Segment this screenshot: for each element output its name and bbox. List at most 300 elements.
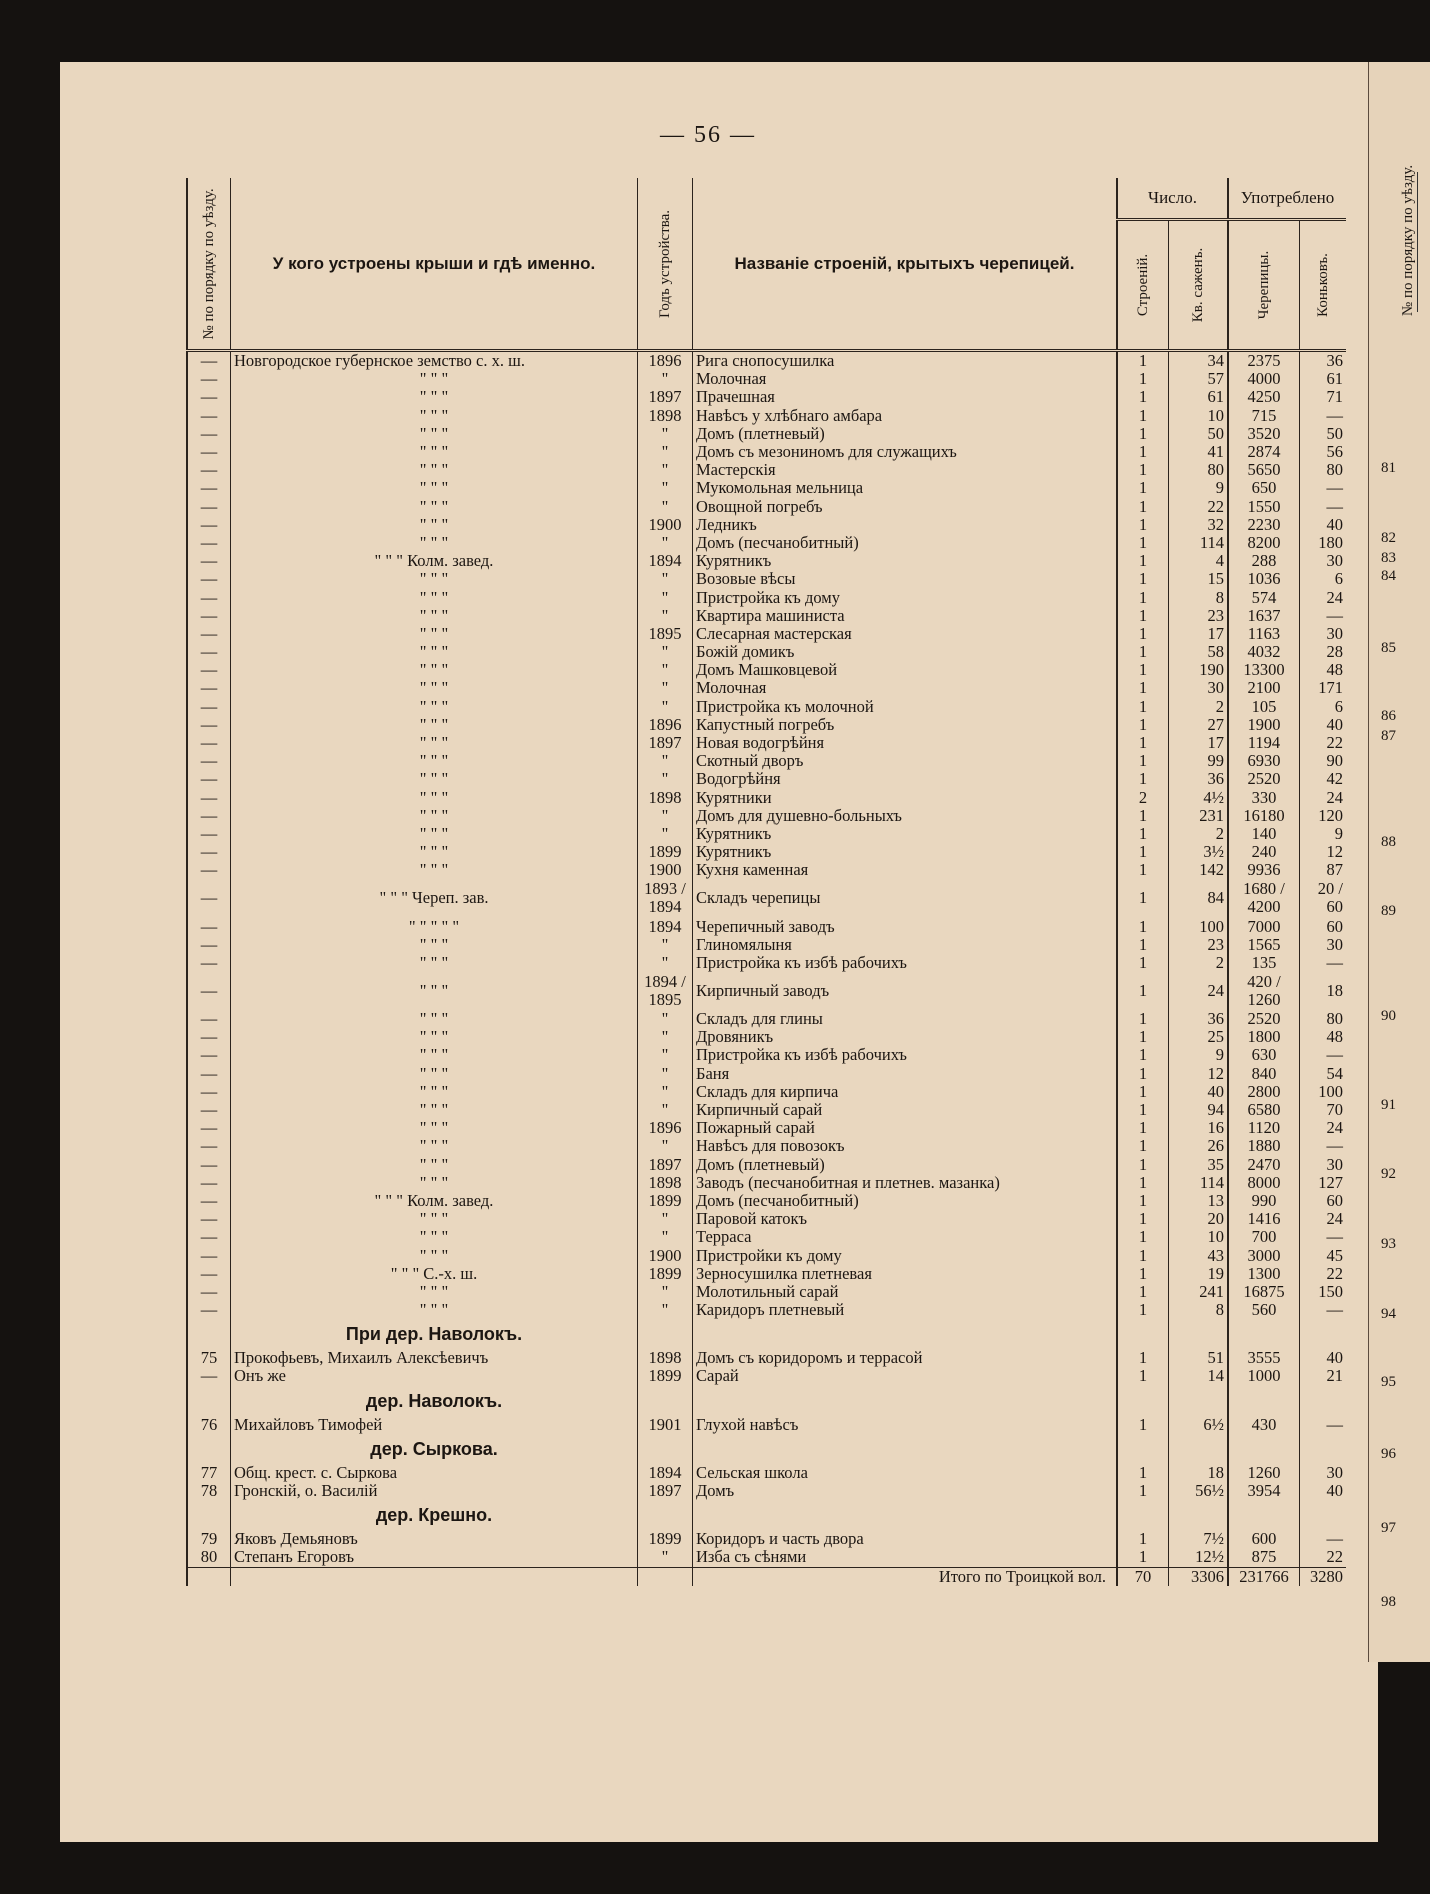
adjacent-page-number: 83	[1381, 550, 1396, 566]
table-row	[187, 1119, 1346, 1137]
ridges-cell: —	[1326, 606, 1343, 625]
ridges-cell: —	[1326, 1301, 1343, 1320]
num-cell: —	[187, 570, 231, 588]
building-cell: Коридоръ и часть двора	[693, 1530, 1118, 1548]
table-row	[187, 625, 1346, 643]
area-cell: 41	[1169, 443, 1229, 461]
owner-cell: " " "	[231, 570, 638, 588]
owner-cell: " " "	[231, 1174, 638, 1192]
year-cell: "	[638, 643, 693, 661]
adjacent-page-number: 81	[1381, 460, 1396, 476]
ridges-cell: 30	[1326, 1463, 1343, 1482]
building-cell: Складъ черепицы	[693, 879, 1118, 917]
year-cell: "	[638, 1065, 693, 1083]
count-cell: 1	[1117, 643, 1169, 661]
owner-cell: " " "	[231, 661, 638, 679]
num-cell: —	[187, 1192, 231, 1210]
owner-cell: " " "	[231, 370, 638, 388]
count-cell: 1	[1117, 1464, 1169, 1482]
count-cell: 1	[1117, 1046, 1169, 1064]
num-cell	[187, 1434, 231, 1464]
year-cell: 1897	[638, 1156, 693, 1174]
num-cell: —	[187, 351, 231, 371]
area-cell	[1169, 1386, 1229, 1416]
tiles-cell: 8000	[1228, 1174, 1300, 1192]
num-cell: —	[187, 679, 231, 697]
ridges-cell	[1300, 1386, 1347, 1416]
owner-cell: " " "	[231, 734, 638, 752]
table-row	[187, 516, 1346, 534]
building-cell: Новая водогрѣйня	[693, 734, 1118, 752]
count-cell	[1117, 1319, 1169, 1349]
tiles-cell: 1800	[1228, 1028, 1300, 1046]
ridges-cell: 150	[1318, 1282, 1343, 1301]
area-cell: 18	[1169, 1464, 1229, 1482]
ridges-cell: 56	[1326, 442, 1343, 462]
area-cell: 13	[1169, 1192, 1229, 1210]
building-cell	[693, 1434, 1118, 1464]
count-cell: 1	[1117, 425, 1169, 443]
header-tiles: Черепицы.	[1228, 220, 1300, 351]
building-cell	[693, 1500, 1118, 1530]
num-cell: —	[187, 1210, 231, 1228]
ridges-cell: 28	[1326, 643, 1343, 662]
count-cell: 1	[1117, 388, 1169, 406]
num-cell: —	[187, 479, 231, 497]
building-cell: Терраса	[693, 1228, 1118, 1246]
count-cell	[1117, 1500, 1169, 1530]
building-cell: Мастерскія	[693, 461, 1118, 479]
num-cell: —	[187, 607, 231, 625]
area-cell: 24	[1169, 972, 1229, 1010]
table-row	[187, 752, 1346, 770]
ridges-cell: 120	[1318, 806, 1343, 825]
num-cell: —	[187, 807, 231, 825]
table-row	[187, 1283, 1346, 1301]
tiles-cell: 600	[1228, 1530, 1300, 1548]
count-cell: 1	[1117, 443, 1169, 461]
area-cell: 94	[1169, 1101, 1229, 1119]
table-row	[187, 843, 1346, 861]
table-row	[187, 425, 1346, 443]
adjacent-page-number: 98	[1381, 1594, 1396, 1610]
year-cell: 1899	[638, 1265, 693, 1283]
tiles-cell: 3555	[1228, 1349, 1300, 1367]
owner-cell: " " "	[231, 1137, 638, 1155]
year-cell: "	[638, 479, 693, 497]
adjacent-page-number: 94	[1381, 1306, 1396, 1322]
count-cell: 1	[1117, 861, 1169, 879]
building-cell: Глиномялыня	[693, 936, 1118, 954]
ridges-cell	[1300, 1319, 1347, 1349]
building-cell: Кухня каменная	[693, 861, 1118, 879]
num-cell: —	[187, 661, 231, 679]
area-cell: 12½	[1169, 1548, 1229, 1567]
building-cell: Рига снопосушилка	[693, 351, 1118, 371]
table-row	[187, 443, 1346, 461]
building-cell: Навѣсъ у хлѣбнаго амбара	[693, 407, 1118, 425]
area-cell: 30	[1169, 679, 1229, 697]
area-cell: 43	[1169, 1246, 1229, 1264]
section-heading-row	[187, 1500, 1346, 1530]
adjacent-page-number: 85	[1381, 640, 1396, 656]
page-number: — 56 —	[660, 122, 756, 148]
building-cell: Домъ (плетневый)	[693, 1156, 1118, 1174]
header-area: Кв. саженъ.	[1169, 220, 1229, 351]
tiles-cell: 2375	[1228, 351, 1300, 371]
ridges-cell: 100	[1318, 1082, 1343, 1101]
area-cell: 20	[1169, 1210, 1229, 1228]
table-row	[187, 1416, 1346, 1434]
table-row	[187, 789, 1346, 807]
owner-cell: Прокофьевъ, Михаилъ Алексѣевичъ	[231, 1349, 638, 1367]
tiles-cell: 3000	[1228, 1246, 1300, 1264]
ridges-cell: 127	[1318, 1173, 1343, 1192]
count-cell: 1	[1117, 461, 1169, 479]
area-cell: 25	[1169, 1028, 1229, 1046]
table-row	[187, 1156, 1346, 1174]
year-cell: "	[638, 1210, 693, 1228]
year-cell: "	[638, 1301, 693, 1319]
year-cell: "	[638, 1283, 693, 1301]
area-cell: 61	[1169, 388, 1229, 406]
tiles-cell	[1228, 1319, 1300, 1349]
ridges-cell: 24	[1326, 788, 1343, 807]
total-count: 70	[1117, 1567, 1169, 1586]
year-cell: "	[638, 770, 693, 788]
tiles-cell: 1260	[1228, 1464, 1300, 1482]
building-cell: Мукомольная мельница	[693, 479, 1118, 497]
table-row	[187, 607, 1346, 625]
table-row	[187, 861, 1346, 879]
area-cell: 12	[1169, 1065, 1229, 1083]
owner-cell: " " "	[231, 1046, 638, 1064]
owner-cell: " " "	[231, 388, 638, 406]
tiles-cell: 288	[1228, 552, 1300, 570]
owner-cell: " " "	[231, 625, 638, 643]
area-cell: 114	[1169, 534, 1229, 552]
year-cell: 1900	[638, 861, 693, 879]
building-cell: Черепичный заводъ	[693, 917, 1118, 935]
area-cell: 142	[1169, 861, 1229, 879]
ridges-cell	[1300, 1434, 1347, 1464]
header-count: Строеній.	[1117, 220, 1169, 351]
tiles-cell: 4000	[1228, 370, 1300, 388]
owner-cell: " " "	[231, 534, 638, 552]
ridges-cell: 80	[1326, 1010, 1343, 1029]
count-cell: 1	[1117, 607, 1169, 625]
owner-cell: " " "	[231, 1246, 638, 1264]
count-cell: 1	[1117, 752, 1169, 770]
num-cell: —	[187, 1101, 231, 1119]
ridges-cell: 70	[1326, 1100, 1343, 1120]
table-row	[187, 1464, 1346, 1482]
tiles-cell: 430	[1228, 1416, 1300, 1434]
area-cell: 27	[1169, 716, 1229, 734]
year-cell: "	[638, 1137, 693, 1155]
owner-cell: " " "	[231, 607, 638, 625]
building-cell: Возовые вѣсы	[693, 570, 1118, 588]
area-cell: 26	[1169, 1137, 1229, 1155]
tiles-cell: 330	[1228, 789, 1300, 807]
num-cell: —	[187, 879, 231, 917]
ridges-cell: 6	[1334, 697, 1343, 716]
year-cell: "	[638, 1028, 693, 1046]
count-cell: 1	[1117, 679, 1169, 697]
count-cell: 1	[1117, 479, 1169, 497]
building-cell: Молочная	[693, 370, 1118, 388]
table-row	[187, 1548, 1346, 1567]
count-cell: 1	[1117, 770, 1169, 788]
ridges-cell: 60	[1326, 917, 1343, 936]
num-cell: —	[187, 861, 231, 879]
count-cell: 1	[1117, 534, 1169, 552]
owner-cell: Новгородское губернское земство с. х. ш.	[231, 351, 638, 371]
year-cell: "	[638, 534, 693, 552]
count-cell: 1	[1117, 1548, 1169, 1567]
ridges-cell: 30	[1326, 552, 1343, 571]
building-cell: Квартира машиниста	[693, 607, 1118, 625]
owner-cell: " " "	[231, 588, 638, 606]
num-cell: —	[187, 643, 231, 661]
area-cell: 16	[1169, 1119, 1229, 1137]
adjacent-page-strip	[1368, 62, 1430, 1662]
num-cell: —	[187, 498, 231, 516]
owner-cell: " " "	[231, 425, 638, 443]
year-cell: 1894	[638, 917, 693, 935]
year-cell: 1899	[638, 1530, 693, 1548]
tiles-cell: 990	[1228, 1192, 1300, 1210]
area-cell: 23	[1169, 607, 1229, 625]
building-cell: Складъ для кирпича	[693, 1083, 1118, 1101]
count-cell: 1	[1117, 370, 1169, 388]
ridges-cell: 50	[1326, 424, 1343, 443]
num-cell: —	[187, 752, 231, 770]
building-cell: Домъ	[693, 1482, 1118, 1500]
count-cell: 1	[1117, 734, 1169, 752]
table-row	[187, 1028, 1346, 1046]
tiles-cell: 715	[1228, 407, 1300, 425]
count-cell: 1	[1117, 1028, 1169, 1046]
count-cell: 1	[1117, 588, 1169, 606]
tiles-cell: 105	[1228, 698, 1300, 716]
header-num: № по порядку по уѣзду.	[187, 178, 231, 351]
ridges-cell: 60	[1326, 1191, 1343, 1210]
building-cell: Заводъ (песчанобитная и плетнев. мазанка)	[693, 1174, 1118, 1192]
building-cell: Домъ (плетневый)	[693, 425, 1118, 443]
owner-cell: " " "	[231, 752, 638, 770]
year-cell	[638, 1500, 693, 1530]
area-cell: 34	[1169, 351, 1229, 371]
count-cell: 1	[1117, 1301, 1169, 1319]
building-cell: Пристройка къ молочной	[693, 698, 1118, 716]
tiles-cell: 13300	[1228, 661, 1300, 679]
roof-tiles-table	[186, 178, 1346, 1586]
tiles-cell: 9936	[1228, 861, 1300, 879]
count-cell: 2	[1117, 789, 1169, 807]
table-row	[187, 1349, 1346, 1367]
area-cell	[1169, 1500, 1229, 1530]
table-row	[187, 1482, 1346, 1500]
tiles-cell: 1000	[1228, 1367, 1300, 1385]
num-cell: —	[187, 1028, 231, 1046]
year-cell: 1898	[638, 789, 693, 807]
building-cell	[693, 1386, 1118, 1416]
table-row	[187, 954, 1346, 972]
tiles-cell: 4032	[1228, 643, 1300, 661]
area-cell: 56½	[1169, 1482, 1229, 1500]
num-cell: —	[187, 972, 231, 1010]
building-cell: Баня	[693, 1065, 1118, 1083]
building-cell: Складъ для глины	[693, 1010, 1118, 1028]
count-cell: 1	[1117, 1101, 1169, 1119]
num-cell: —	[187, 552, 231, 570]
building-cell: Молотильный сарай	[693, 1283, 1118, 1301]
year-cell: "	[638, 1228, 693, 1246]
table-row	[187, 1101, 1346, 1119]
year-cell	[638, 1434, 693, 1464]
adjacent-page-number: 88	[1381, 834, 1396, 850]
num-cell: —	[187, 516, 231, 534]
table-row	[187, 1174, 1346, 1192]
area-cell	[1169, 1434, 1229, 1464]
building-cell: Сарай	[693, 1367, 1118, 1385]
area-cell: 9	[1169, 479, 1229, 497]
owner-cell: " " "	[231, 461, 638, 479]
tiles-cell: 2520	[1228, 770, 1300, 788]
tiles-cell: 5650	[1228, 461, 1300, 479]
num-cell: —	[187, 716, 231, 734]
building-cell: Кирпичный заводъ	[693, 972, 1118, 1010]
ridges-cell: 61	[1326, 370, 1343, 389]
year-cell: "	[638, 825, 693, 843]
table-row	[187, 917, 1346, 935]
year-cell: "	[638, 370, 693, 388]
ridges-cell: 9	[1334, 824, 1343, 843]
table-row	[187, 1046, 1346, 1064]
building-cell: Сельская школа	[693, 1464, 1118, 1482]
count-cell: 1	[1117, 1010, 1169, 1028]
tiles-cell: 1120	[1228, 1119, 1300, 1137]
num-cell: —	[187, 917, 231, 935]
building-cell: Каридоръ плетневый	[693, 1301, 1118, 1319]
ridges-cell: 80	[1326, 461, 1343, 480]
building-cell: Паровой катокъ	[693, 1210, 1118, 1228]
building-cell: Скотный дворъ	[693, 752, 1118, 770]
num-cell: —	[187, 698, 231, 716]
building-cell: Прачешная	[693, 388, 1118, 406]
tiles-cell: 2230	[1228, 516, 1300, 534]
num-cell: —	[187, 843, 231, 861]
building-cell: Глухой навѣсъ	[693, 1416, 1118, 1434]
num-cell: —	[187, 1246, 231, 1264]
owner-cell: " " "	[231, 1065, 638, 1083]
table-row	[187, 1246, 1346, 1264]
area-cell: 22	[1169, 498, 1229, 516]
owner-cell: " " " С.-х. ш.	[231, 1265, 638, 1283]
table-row	[187, 716, 1346, 734]
area-cell: 51	[1169, 1349, 1229, 1367]
building-cell: Изба съ сѣнями	[693, 1548, 1118, 1567]
count-cell: 1	[1117, 570, 1169, 588]
table-row	[187, 552, 1346, 570]
owner-cell: " " "	[231, 498, 638, 516]
count-cell: 1	[1117, 1482, 1169, 1500]
adjacent-page-number: 93	[1381, 1236, 1396, 1252]
ridges-cell: 171	[1318, 679, 1343, 698]
year-cell: "	[638, 1010, 693, 1028]
adjacent-page-number: 92	[1381, 1166, 1396, 1182]
total-row	[187, 1567, 1346, 1586]
num-cell: —	[187, 770, 231, 788]
table-row	[187, 1301, 1346, 1319]
building-cell: Дровяникъ	[693, 1028, 1118, 1046]
count-cell: 1	[1117, 1265, 1169, 1283]
num-cell: —	[187, 534, 231, 552]
area-cell: 241	[1169, 1283, 1229, 1301]
tiles-cell: 2470	[1228, 1156, 1300, 1174]
year-cell: "	[638, 1083, 693, 1101]
building-cell: Пристройка къ избѣ рабочихъ	[693, 1046, 1118, 1064]
tiles-cell: 700	[1228, 1228, 1300, 1246]
num-cell: —	[187, 461, 231, 479]
area-cell: 50	[1169, 425, 1229, 443]
owner-cell: " " "	[231, 479, 638, 497]
ridges-cell: —	[1326, 1137, 1343, 1156]
count-cell: 1	[1117, 552, 1169, 570]
num-cell	[187, 1567, 231, 1586]
owner-cell: Михайловъ Тимофей	[231, 1416, 638, 1434]
num-cell: 78	[187, 1482, 231, 1500]
building-cell: Овощной погребъ	[693, 498, 1118, 516]
num-cell: —	[187, 1137, 231, 1155]
year-cell: "	[638, 954, 693, 972]
year-cell: "	[638, 679, 693, 697]
num-cell: 76	[187, 1416, 231, 1434]
adjacent-page-number: 96	[1381, 1446, 1396, 1462]
area-cell: 17	[1169, 734, 1229, 752]
year-cell	[638, 1319, 693, 1349]
owner-cell: " " "	[231, 516, 638, 534]
num-cell: —	[187, 388, 231, 406]
count-cell: 1	[1117, 407, 1169, 425]
year-cell: 1899	[638, 1367, 693, 1385]
owner-cell: " " "	[231, 1028, 638, 1046]
year-cell: 1899	[638, 1192, 693, 1210]
adjacent-page-number: 91	[1381, 1097, 1396, 1113]
table-row	[187, 679, 1346, 697]
count-cell: 1	[1117, 1065, 1169, 1083]
section-heading: дер. Сыркова.	[231, 1434, 638, 1464]
num-cell: —	[187, 1046, 231, 1064]
header-used-group: Употреблено	[1228, 178, 1346, 220]
count-cell: 1	[1117, 1228, 1169, 1246]
num-cell: —	[187, 936, 231, 954]
num-cell: —	[187, 789, 231, 807]
building-cell: Пристройки къ дому	[693, 1246, 1118, 1264]
building-cell: Курятникъ	[693, 825, 1118, 843]
year-cell: 1897	[638, 734, 693, 752]
year-cell: "	[638, 752, 693, 770]
adjacent-page-number: 89	[1381, 903, 1396, 919]
tiles-cell: 1900	[1228, 716, 1300, 734]
num-cell: —	[187, 1119, 231, 1137]
table-row	[187, 498, 1346, 516]
building-cell: Пристройка къ избѣ рабочихъ	[693, 954, 1118, 972]
year-cell: "	[638, 807, 693, 825]
num-cell: —	[187, 443, 231, 461]
tiles-cell: 135	[1228, 954, 1300, 972]
